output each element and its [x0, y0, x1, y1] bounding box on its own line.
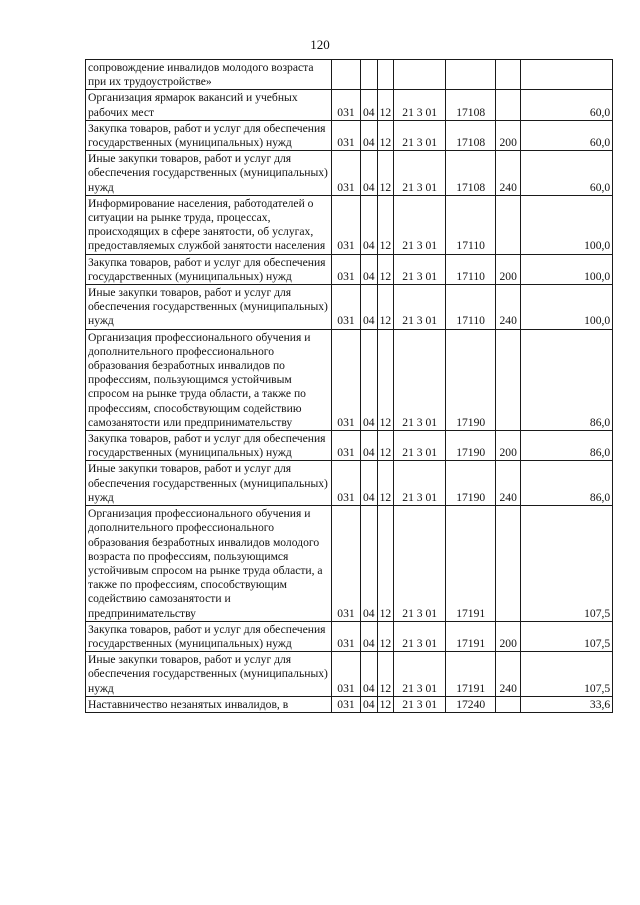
budget-table-body — [86, 60, 613, 713]
row-program-code — [394, 60, 446, 90]
row-amount: 60,0 — [521, 151, 613, 196]
table-row — [86, 696, 613, 712]
table-row — [86, 254, 613, 284]
table-row — [86, 90, 613, 120]
row-expense-type-code: 240 — [496, 652, 521, 697]
row-section-code: 04 — [361, 195, 378, 254]
row-program-code: 21 3 01 — [394, 621, 446, 651]
row-expense-direction-code: 17191 — [446, 506, 496, 622]
row-department-code: 031 — [332, 461, 361, 506]
row-program-code: 21 3 01 — [394, 151, 446, 196]
row-subsection-code: 12 — [377, 652, 394, 697]
row-subsection-code: 12 — [377, 621, 394, 651]
row-expense-type-code: 240 — [496, 151, 521, 196]
row-expense-direction-code: 17108 — [446, 151, 496, 196]
row-amount — [521, 60, 613, 90]
row-section-code: 04 — [361, 696, 378, 712]
table-row — [86, 652, 613, 697]
page-number: 120 — [310, 37, 330, 52]
row-subsection-code — [377, 60, 394, 90]
row-amount: 86,0 — [521, 329, 613, 430]
row-expense-direction-code: 17191 — [446, 652, 496, 697]
row-expense-type-code — [496, 506, 521, 622]
row-amount: 33,6 — [521, 696, 613, 712]
row-section-code: 04 — [361, 329, 378, 430]
table-row — [86, 195, 613, 254]
row-description: Закупка товаров, работ и услуг для обеспечения государственных (муниципальных) нужд — [86, 431, 332, 461]
row-subsection-code: 12 — [377, 431, 394, 461]
row-expense-type-code — [496, 329, 521, 430]
row-subsection-code: 12 — [377, 254, 394, 284]
row-expense-direction-code: 17110 — [446, 254, 496, 284]
row-subsection-code: 12 — [377, 329, 394, 430]
row-amount: 86,0 — [521, 431, 613, 461]
row-department-code: 031 — [332, 621, 361, 651]
row-department-code: 031 — [332, 90, 361, 120]
row-expense-type-code — [496, 696, 521, 712]
row-expense-type-code: 200 — [496, 254, 521, 284]
row-expense-direction-code: 17190 — [446, 431, 496, 461]
row-subsection-code: 12 — [377, 696, 394, 712]
budget-table — [85, 59, 613, 713]
row-program-code: 21 3 01 — [394, 254, 446, 284]
row-program-code: 21 3 01 — [394, 329, 446, 430]
row-section-code: 04 — [361, 506, 378, 622]
row-section-code: 04 — [361, 120, 378, 150]
table-row — [86, 461, 613, 506]
row-description: Информирование населения, работодателей о ситуации на рынке труда, процессах, происходящих в сфере занятости, об услугах, предоставляемых службой занятости населения — [86, 195, 332, 254]
row-expense-direction-code: 17240 — [446, 696, 496, 712]
row-section-code: 04 — [361, 285, 378, 330]
row-description: Иные закупки товаров, работ и услуг для обеспечения государственных (муниципальных) нужд — [86, 285, 332, 330]
row-amount: 100,0 — [521, 195, 613, 254]
row-program-code: 21 3 01 — [394, 285, 446, 330]
row-expense-direction-code: 17110 — [446, 195, 496, 254]
row-amount: 107,5 — [521, 506, 613, 622]
row-expense-type-code — [496, 195, 521, 254]
row-expense-direction-code: 17108 — [446, 120, 496, 150]
row-department-code: 031 — [332, 151, 361, 196]
row-description: Иные закупки товаров, работ и услуг для обеспечения государственных (муниципальных) нужд — [86, 461, 332, 506]
row-expense-type-code: 240 — [496, 285, 521, 330]
row-amount: 107,5 — [521, 621, 613, 651]
row-department-code: 031 — [332, 696, 361, 712]
row-program-code: 21 3 01 — [394, 195, 446, 254]
row-amount: 60,0 — [521, 120, 613, 150]
row-expense-direction-code — [446, 60, 496, 90]
row-amount: 100,0 — [521, 254, 613, 284]
row-section-code: 04 — [361, 254, 378, 284]
row-expense-type-code: 200 — [496, 621, 521, 651]
row-description: Организация ярмарок вакансий и учебных рабочих мест — [86, 90, 332, 120]
row-program-code: 21 3 01 — [394, 90, 446, 120]
row-description: Иные закупки товаров, работ и услуг для обеспечения государственных (муниципальных) нужд — [86, 151, 332, 196]
table-row — [86, 285, 613, 330]
row-expense-direction-code: 17110 — [446, 285, 496, 330]
table-row — [86, 506, 613, 622]
row-program-code: 21 3 01 — [394, 652, 446, 697]
row-amount: 86,0 — [521, 461, 613, 506]
row-description: Закупка товаров, работ и услуг для обеспечения государственных (муниципальных) нужд — [86, 120, 332, 150]
row-section-code: 04 — [361, 461, 378, 506]
row-section-code: 04 — [361, 431, 378, 461]
row-department-code — [332, 60, 361, 90]
row-department-code: 031 — [332, 195, 361, 254]
row-program-code: 21 3 01 — [394, 461, 446, 506]
row-description: Наставничество незанятых инвалидов, в — [86, 696, 332, 712]
row-expense-type-code — [496, 60, 521, 90]
row-department-code: 031 — [332, 431, 361, 461]
table-row — [86, 151, 613, 196]
row-description: Закупка товаров, работ и услуг для обеспечения государственных (муниципальных) нужд — [86, 621, 332, 651]
row-section-code: 04 — [361, 90, 378, 120]
row-department-code: 031 — [332, 506, 361, 622]
table-row — [86, 60, 613, 90]
row-section-code: 04 — [361, 652, 378, 697]
row-description: Закупка товаров, работ и услуг для обеспечения государственных (муниципальных) нужд — [86, 254, 332, 284]
row-description: Иные закупки товаров, работ и услуг для обеспечения государственных (муниципальных) нужд — [86, 652, 332, 697]
row-program-code: 21 3 01 — [394, 431, 446, 461]
row-expense-direction-code: 17190 — [446, 329, 496, 430]
row-subsection-code: 12 — [377, 285, 394, 330]
row-department-code: 031 — [332, 329, 361, 430]
row-department-code: 031 — [332, 285, 361, 330]
row-expense-type-code — [496, 90, 521, 120]
row-section-code: 04 — [361, 151, 378, 196]
row-description: Организация профессионального обучения и дополнительного профессионального образования безработных инвалидов молодого возраста по профессиям, пользующимся устойчивым спросом на рынке труда области, а также по профессиям, способствующим содействию самозанятости и предпринимательству — [86, 506, 332, 622]
row-program-code: 21 3 01 — [394, 696, 446, 712]
row-expense-direction-code: 17190 — [446, 461, 496, 506]
row-department-code: 031 — [332, 120, 361, 150]
row-description: Организация профессионального обучения и дополнительного профессионального образования безработных инвалидов по профессиям, пользующимся устойчивым спросом на рынке труда области, а также по профессиям, способствующим содействию самозанятости или предпринимательству — [86, 329, 332, 430]
row-amount: 100,0 — [521, 285, 613, 330]
row-subsection-code: 12 — [377, 195, 394, 254]
row-program-code: 21 3 01 — [394, 120, 446, 150]
row-description: сопровождение инвалидов молодого возраста при их трудоустройстве» — [86, 60, 332, 90]
row-program-code: 21 3 01 — [394, 506, 446, 622]
row-subsection-code: 12 — [377, 120, 394, 150]
row-expense-type-code: 200 — [496, 431, 521, 461]
row-section-code: 04 — [361, 621, 378, 651]
row-department-code: 031 — [332, 254, 361, 284]
row-subsection-code: 12 — [377, 506, 394, 622]
table-row — [86, 621, 613, 651]
row-expense-type-code: 200 — [496, 120, 521, 150]
row-amount: 60,0 — [521, 90, 613, 120]
row-section-code — [361, 60, 378, 90]
row-department-code: 031 — [332, 652, 361, 697]
row-expense-type-code: 240 — [496, 461, 521, 506]
row-amount: 107,5 — [521, 652, 613, 697]
row-expense-direction-code: 17191 — [446, 621, 496, 651]
row-subsection-code: 12 — [377, 90, 394, 120]
table-row — [86, 120, 613, 150]
table-row — [86, 329, 613, 430]
row-expense-direction-code: 17108 — [446, 90, 496, 120]
row-subsection-code: 12 — [377, 151, 394, 196]
row-subsection-code: 12 — [377, 461, 394, 506]
table-row — [86, 431, 613, 461]
